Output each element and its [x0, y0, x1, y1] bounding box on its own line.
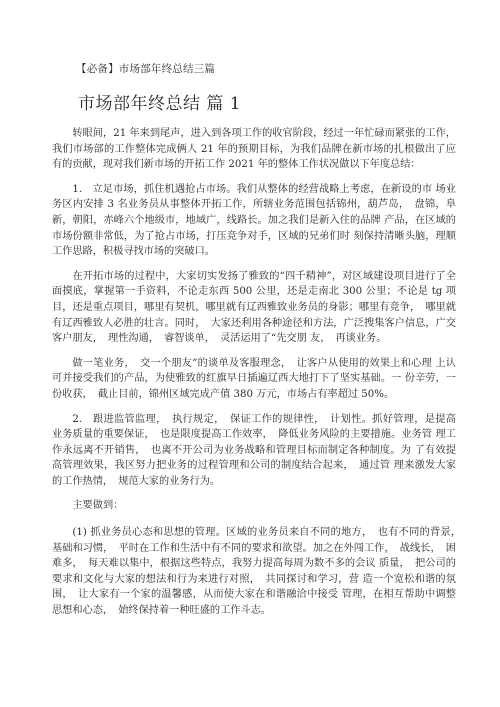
paragraph-point-2: 2. 跟进监管监理， 执行规定， 保证工作的规律性， 计划性。抓好管理，是提高 业务质量的重要保证， 也是限度提高工作效率， 降低业务风险的主要措施。业务管 理工作永远离不开销售， 也离不开公司为业务战略和管理目标而制定各种制度。为 了有效提高管理效果，我区努力把业务的过程管理和公司的制度结合起来， 通过管 理来激发大家的工作热情， 规范大家的业务行为。 [52, 413, 456, 487]
paragraph-subpoint-1: (1) 抓业务员心态和思想的管理。区域的业务员来自不同的地方， 也有不同的背景， 基础和习惯， 平时在工作和生活中有不同的要求和欲望。加之在外闯工作， 战线长， 困难多， 每天难以集中，根据这些特点，我努力提高每周为数不多的会议 质量， 把公司的要求和文化与大家的想法和行为来进行对照， 共同探讨和学习，营 造一个宽松和谐的氛围， 让大家有一个家的温馨感，从而使大家在和谐融洽中接受 管理，在相互帮助中调整思想和心态， 始终保持着一种旺盛的工作斗志。 [52, 527, 467, 617]
paragraph-intro: 转眼间，21 年来到尾声，进入到各项工作的收官阶段，经过一年忙碌而紧张的工作，我们市场部的工作整体完成俩人 21 年的预期目标，为我们品牌在新市场的扎根做出了应有的贡献，现对我们新市场的开拓工作 2021 年的整体工作状况做以下年度总结： [52, 128, 456, 171]
document-body [52, 126, 467, 628]
paragraph-main-tasks-heading: 主要做到： [72, 500, 124, 512]
paragraph-market-development: 在开拓市场的过程中，大家切实发扬了雅致的“四千精神”，对区域建设项目进行了全面摸底，掌握第一手资料，不论走东西 500 公里，还是走南北 300 公里；不论是 tg 项目，还是重点项目，哪里有契机，哪里就有辽西雅致业务员的身影；哪里有竞争， 哪里就有辽西雅致人必胜的壮言。同时， 大家还利用各种途径和方法，广泛搜集客户信息，广交客户朋友， 理性沟通， 睿智谈单， 灵活运用了“先交朋 友， 再谈业务。 [52, 270, 456, 345]
document-header-label: 【必备】市场部年终总结三篇 [76, 63, 216, 75]
paragraph-business-results: 做一笔业务， 交一个朋友”的谈单及客服理念， 让客户从使用的效果上和心理 上认可并接受我们的产品，为使雅致的红旗早日插遍辽西大地打下了坚实基础。一 份辛劳，一份收获， 截止目前，锦州区域完成产值 380 万元，市场占有率超过 50%。 [52, 357, 456, 400]
paragraph-point-1: 1. 立足市场，抓住机遇抢占市场。我们从整体的经营战略上考虑，在新设的市 场业务区内安排 3 名业务员从事整体开拓工作，所辖业务范围包括锦州，葫芦岛， 盘锦，阜新，朝阳，赤峰六个地级市，地域广，线路长。加之我们是新入住的品牌 产品，在区域的市场份额非常低，为了抢占市场，打压竞争对手，区域的兄弟们时 刻保持清晰头脑，理顺工作思路，积极寻找市场的突破口。 [52, 183, 456, 258]
document-title: 市场部年终总结 篇 1 [78, 94, 242, 114]
